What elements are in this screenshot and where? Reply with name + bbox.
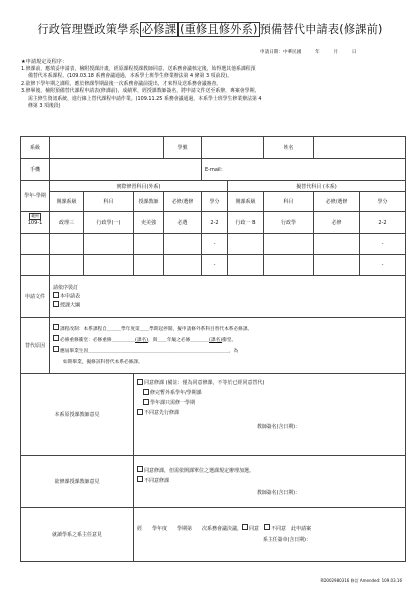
planned-course-header: 擬替代科目 (本系)	[228, 181, 406, 192]
example-req2: 必修	[314, 212, 360, 234]
email-field[interactable]	[202, 159, 406, 181]
entry-cell[interactable]	[84, 255, 134, 276]
entry-credit2[interactable]: -	[360, 255, 406, 276]
reason-graduating-b: ，為	[228, 348, 239, 354]
reason-conflict-a: 必修重修衝堂：必修重修	[60, 337, 112, 343]
name-label: 姓名	[264, 137, 314, 159]
target-agree: 同意修課，但需依開課單位之選課規定辦理加選。	[144, 467, 255, 474]
teacher-opt1: 修完暫外系學年/學期課	[150, 390, 202, 396]
teacher-opt2: 學年課只需修一學期	[150, 400, 196, 406]
example-course2: 行政學	[264, 212, 314, 234]
entry-credit2[interactable]: -	[360, 234, 406, 255]
note-line: 條第 3 項後段)	[28, 103, 61, 110]
reason-conflict-c: ，與＿＿年級之必修	[148, 337, 191, 343]
chair-signature[interactable]: 系主任簽章(含日期)：	[263, 536, 311, 543]
course2-header: 科目	[264, 192, 314, 212]
checkbox-chair-disagree[interactable]	[264, 524, 270, 530]
reason-conflict-course2: (課名)	[209, 337, 223, 343]
teacher-header: 授課教師	[134, 192, 164, 212]
documents-label: 申請文件	[21, 276, 50, 318]
entry-cell[interactable]	[134, 255, 164, 276]
chair-disagree: 不同意	[271, 525, 287, 532]
chair-opinion	[134, 508, 406, 562]
checkbox-teacher-opt2[interactable]	[143, 399, 149, 405]
checkbox-syllabus[interactable]	[53, 301, 59, 307]
note-line: 需主修生資訊系統，進行線上替代課程申請作業。(109.11.25 系務會議通過，本系學士班學生修業辦法第 4	[28, 95, 262, 102]
example-year	[21, 212, 50, 234]
checkbox-schedule-conflict[interactable]	[53, 335, 59, 341]
notes-heading: ★申請規定及程序：	[21, 59, 68, 65]
reason-conflict-course: (課名)	[135, 337, 149, 343]
example-req: 必選	[164, 212, 202, 234]
required-elective-header: 必修/選修	[164, 192, 202, 212]
required-elective2-header: 必修/選修	[314, 192, 360, 212]
course-header: 科目	[84, 192, 134, 212]
entry-credit[interactable]: -	[202, 234, 228, 255]
chair-case-text: 此申請案	[291, 525, 312, 532]
entry-cell[interactable]	[264, 234, 314, 255]
title-required-course: 必修課	[141, 23, 177, 36]
checkbox-target-agree[interactable]	[137, 466, 143, 472]
entry-credit[interactable]: -	[202, 255, 228, 276]
chair-agree: 同意	[249, 525, 260, 532]
entry-cell[interactable]	[21, 234, 50, 255]
apply-date: 申請日期：中華民國 年 月 日	[260, 50, 357, 55]
note-line: 1.修課前，應填妥申請表，檢附授課計畫，經原課程授課教師同意，送系務會議核定後，始得選其他系課程預	[21, 66, 256, 72]
reason-conflict-e: 衝堂。	[222, 337, 237, 343]
email-label: E-mail：	[205, 167, 226, 173]
notes	[21, 66, 406, 110]
checkbox-teacher-agree[interactable]	[137, 379, 143, 385]
actual-course-header: 實際修習科目(外系)	[50, 181, 228, 192]
offering-dept-header: 開課系級	[50, 192, 84, 212]
target-disagree: 不同意修課	[144, 477, 170, 484]
target-teacher-opinion	[134, 456, 406, 508]
phone-field[interactable]	[50, 159, 202, 181]
phone-label: 手機	[21, 159, 50, 181]
title-suffix: 預備替代申請表(修課前)	[259, 23, 383, 36]
title-prefix: 行政管理暨政策學系	[37, 23, 140, 36]
checkbox-target-disagree[interactable]	[137, 476, 143, 482]
entry-cell[interactable]	[264, 255, 314, 276]
target-teacher-opinion-label: 欲修課授課教師意見	[21, 456, 134, 508]
entry-cell[interactable]	[164, 234, 202, 255]
example-dept: 政理三	[50, 212, 84, 234]
dept-label: 系級	[21, 137, 50, 159]
checkbox-curriculum-change[interactable]	[53, 324, 59, 330]
target-signature[interactable]: 教師簽名(含日期)：	[257, 489, 300, 496]
chair-meeting-text: 經 學年度 學期第 次系務會議決議，	[137, 525, 243, 532]
student-id-field[interactable]	[202, 137, 264, 159]
checkbox-chair-agree[interactable]	[242, 524, 248, 530]
example-course: 行政學(一)	[84, 212, 134, 234]
year-header: 學年-學期	[21, 181, 50, 212]
reason-curriculum-change: 課程改制：本系課程自＿＿＿學年度第＿＿學期起停開，擬申請修外系科目替代本系必修課。	[60, 326, 253, 332]
note-line: 備替代本系課程。(109.03.18 系務會議通過，本系學士班學生修業辦法第 4 條第 3 項前段)。	[28, 73, 233, 80]
credit2-header: 學分	[360, 192, 406, 212]
checkbox-teacher-opt1[interactable]	[143, 389, 149, 395]
entry-cell[interactable]	[314, 255, 360, 276]
entry-cell[interactable]	[21, 255, 50, 276]
entry-cell[interactable]	[228, 255, 264, 276]
credit-header: 學分	[202, 192, 228, 212]
example-credit: 2-2	[202, 212, 228, 234]
note-line: 2.欲修下學年期之課程，應於修課學期最後一次系務會議前提出，才來得及送系務會議審查。	[21, 80, 222, 87]
form-code: RD002980316 修訂 Amended: 109.03.16	[320, 578, 402, 583]
entry-cell[interactable]	[134, 234, 164, 255]
entry-cell[interactable]	[228, 234, 264, 255]
teacher-signature[interactable]: 教師簽名(含日期)：	[257, 424, 300, 430]
entry-cell[interactable]	[164, 255, 202, 276]
page-title	[0, 21, 420, 37]
example-dept2: 行政一 B	[228, 212, 264, 234]
doc-application-form: 本申請表	[60, 293, 81, 300]
checkbox-application-form[interactable]	[53, 292, 59, 298]
example-tag: 範例	[31, 214, 39, 218]
student-id-label: 學號	[164, 137, 202, 159]
entry-cell[interactable]	[50, 234, 84, 255]
entry-cell[interactable]	[314, 234, 360, 255]
checkbox-teacher-disagree[interactable]	[137, 409, 143, 415]
offering-dept2-header: 開課系級	[228, 192, 264, 212]
example-credit2: 2-2	[360, 212, 406, 234]
example-teacher: 吏美強	[134, 212, 164, 234]
entry-cell[interactable]	[84, 234, 134, 255]
reason-graduating-cont: 如期畢業，擬修該科替代本系必修課。	[63, 359, 143, 365]
documents-list	[50, 276, 406, 318]
entry-cell[interactable]	[50, 255, 84, 276]
documents-instruction: 請依序裝訂	[53, 285, 79, 291]
note-line: 3.修畢後，檢附預備替代課程申請表(修課前)、成績單，經授課教師簽名，將申請文件送至系辦，專案會學期，	[21, 88, 260, 95]
dept-field[interactable]	[50, 137, 164, 159]
original-teacher-opinion-label: 本系原授課教師意見	[21, 374, 134, 456]
checkbox-graduating[interactable]	[53, 346, 59, 352]
reason-label: 替代原因	[21, 318, 50, 374]
application-table	[20, 136, 406, 562]
doc-syllabus: 授課大綱	[60, 302, 81, 308]
original-teacher-opinion	[134, 374, 406, 456]
teacher-disagree: 不同意先行修課	[144, 410, 180, 416]
name-field[interactable]	[314, 137, 406, 159]
reason-options: 課程改制：本系課程自＿＿＿學年度第＿＿學期起停開，擬申請修外系科目替代本系必修課。 必修重修衝堂：必修重修＿＿＿＿＿(課名)，與＿＿年級之必修＿＿＿＿(課名)衝堂。 應屆畢業生因＿＿＿＿＿＿＿＿＿＿＿＿＿＿＿＿＿＿＿＿＿＿＿＿＿＿＿＿＿＿，為 如期畢業，擬修該科替代本系必修課。	[50, 318, 406, 374]
example-year-value: 109-1	[27, 220, 43, 226]
chair-opinion-label: 就讀學系之系主任意見	[21, 508, 134, 562]
reason-graduating: 應屆畢業生因	[60, 348, 89, 354]
teacher-agree: 同意修課 (備註：僅為同意修課，不等於已經同意替代)	[144, 380, 265, 386]
title-retake-external: (重修且修外系)	[180, 23, 258, 36]
